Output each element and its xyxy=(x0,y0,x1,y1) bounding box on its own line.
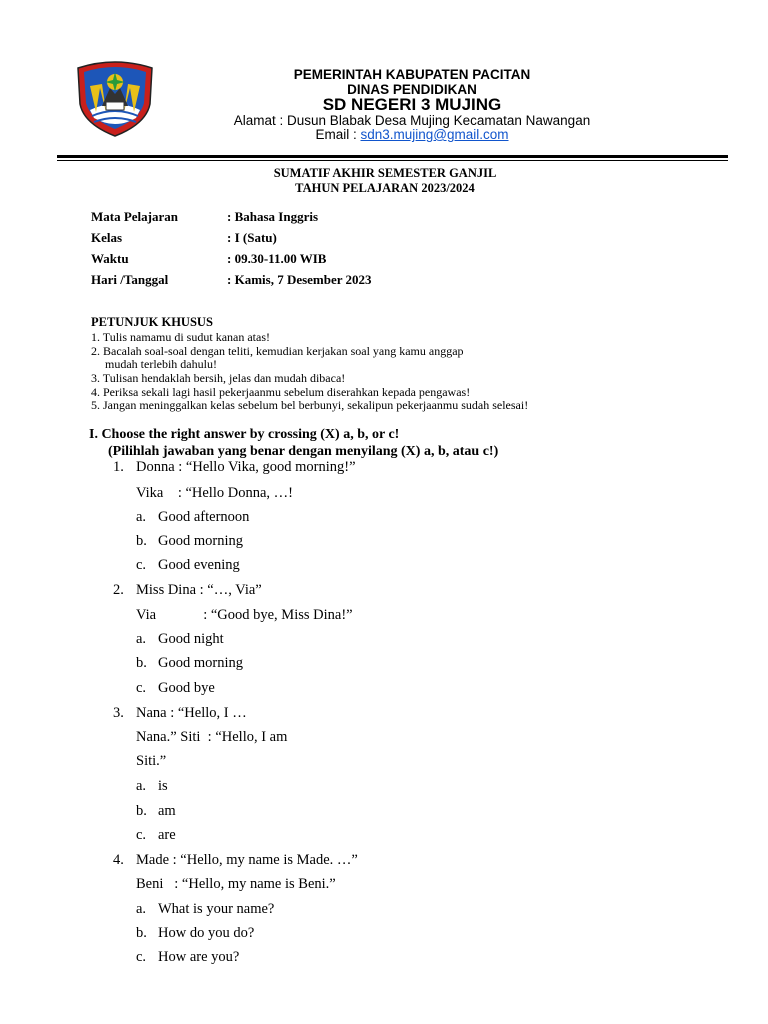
info-label: Mata Pelajaran xyxy=(91,209,179,224)
instruction-item: 4. Periksa sekali lagi hasil pekerjaanmu sebelum diserahkan kepada pengawas! xyxy=(91,385,471,399)
option-text[interactable]: is xyxy=(158,778,168,794)
option-text[interactable]: Good morning xyxy=(158,655,243,671)
info-value: : Kamis, 7 Desember 2023 xyxy=(227,272,372,287)
email-link[interactable]: sdn3.mujing@gmail.com xyxy=(360,127,509,142)
exam-year: TAHUN PELAJARAN 2023/2024 xyxy=(295,181,475,195)
option-letter: c. xyxy=(136,949,147,965)
header-divider-thin xyxy=(57,160,728,161)
instructions-title: PETUNJUK KHUSUS xyxy=(91,315,213,329)
option-letter: a. xyxy=(136,631,147,647)
question-number: 4. xyxy=(113,852,124,868)
option-text[interactable]: Good night xyxy=(158,631,224,647)
instruction-item: 5. Jangan meninggalkan kelas sebelum bel berbunyi, sekalipun pekerjaanmu sudah selesai! xyxy=(91,398,529,412)
option-text[interactable]: am xyxy=(158,803,176,819)
question-line: Vika : “Hello Donna, …! xyxy=(136,485,293,501)
section-heading-translation: (Pilihlah jawaban yang benar dengan menyilang (X) a, b, atau c!) xyxy=(108,444,499,459)
info-value: : I (Satu) xyxy=(227,230,277,245)
option-letter: a. xyxy=(136,509,147,525)
option-letter: c. xyxy=(136,680,147,696)
option-letter: b. xyxy=(136,655,147,671)
instruction-item-continued: mudah terlebih dahulu! xyxy=(105,357,217,371)
question-line: Made : “Hello, my name is Made. …” xyxy=(136,852,358,868)
option-letter: b. xyxy=(136,925,147,941)
option-text[interactable]: Good afternoon xyxy=(158,509,250,525)
question-number: 3. xyxy=(113,705,124,721)
info-value: : Bahasa Inggris xyxy=(227,209,319,224)
school-email-line xyxy=(200,127,624,142)
option-text[interactable]: What is your name? xyxy=(158,901,275,917)
department-name: DINAS PENDIDIKAN xyxy=(347,82,477,97)
regency-emblem-logo xyxy=(72,58,158,138)
info-label: Hari /Tanggal xyxy=(91,272,169,287)
option-letter: c. xyxy=(136,557,147,573)
option-text[interactable]: How do you do? xyxy=(158,925,255,941)
exam-title: SUMATIF AKHIR SEMESTER GANJIL xyxy=(273,166,497,180)
school-name: SD NEGERI 3 MUJING xyxy=(322,95,502,114)
info-label: Kelas xyxy=(91,230,123,245)
question-line: Nana : “Hello, I … xyxy=(136,705,247,721)
option-text[interactable]: are xyxy=(158,827,176,843)
section-heading: I. Choose the right answer by crossing (X) a, b, or c! xyxy=(89,427,400,442)
question-line: Via : “Good bye, Miss Dina!” xyxy=(136,607,353,623)
option-letter: b. xyxy=(136,533,147,549)
option-text[interactable]: Good morning xyxy=(158,533,243,549)
option-text[interactable]: Good evening xyxy=(158,557,240,573)
question-line: Donna : “Hello Vika, good morning!” xyxy=(136,459,356,475)
question-line: Siti.” xyxy=(136,753,167,769)
government-name: PEMERINTAH KABUPATEN PACITAN xyxy=(293,67,531,82)
email-label: Email : xyxy=(315,127,361,142)
instruction-item: 1. Tulis namamu di sudut kanan atas! xyxy=(91,330,270,344)
question-number: 2. xyxy=(113,582,124,598)
option-text[interactable]: How are you? xyxy=(158,949,240,965)
option-letter: c. xyxy=(136,827,147,843)
school-address: Alamat : Dusun Blabak Desa Mujing Kecamatan Nawangan xyxy=(233,113,591,128)
instruction-item: 3. Tulisan hendaklah bersih, jelas dan mudah dibaca! xyxy=(91,371,346,385)
option-letter: a. xyxy=(136,901,147,917)
question-line: Nana.” Siti : “Hello, I am xyxy=(136,729,288,745)
header-divider-thick xyxy=(57,155,728,158)
instruction-item: 2. Bacalah soal-soal dengan teliti, kemudian kerjakan soal yang kamu anggap xyxy=(91,344,464,358)
question-number: 1. xyxy=(113,459,124,475)
option-letter: b. xyxy=(136,803,147,819)
option-text[interactable]: Good bye xyxy=(158,680,215,696)
info-label: Waktu xyxy=(91,251,129,266)
info-value: : 09.30-11.00 WIB xyxy=(227,251,327,266)
question-line: Miss Dina : “…, Via” xyxy=(136,582,262,598)
option-letter: a. xyxy=(136,778,147,794)
question-line: Beni : “Hello, my name is Beni.” xyxy=(136,876,336,892)
